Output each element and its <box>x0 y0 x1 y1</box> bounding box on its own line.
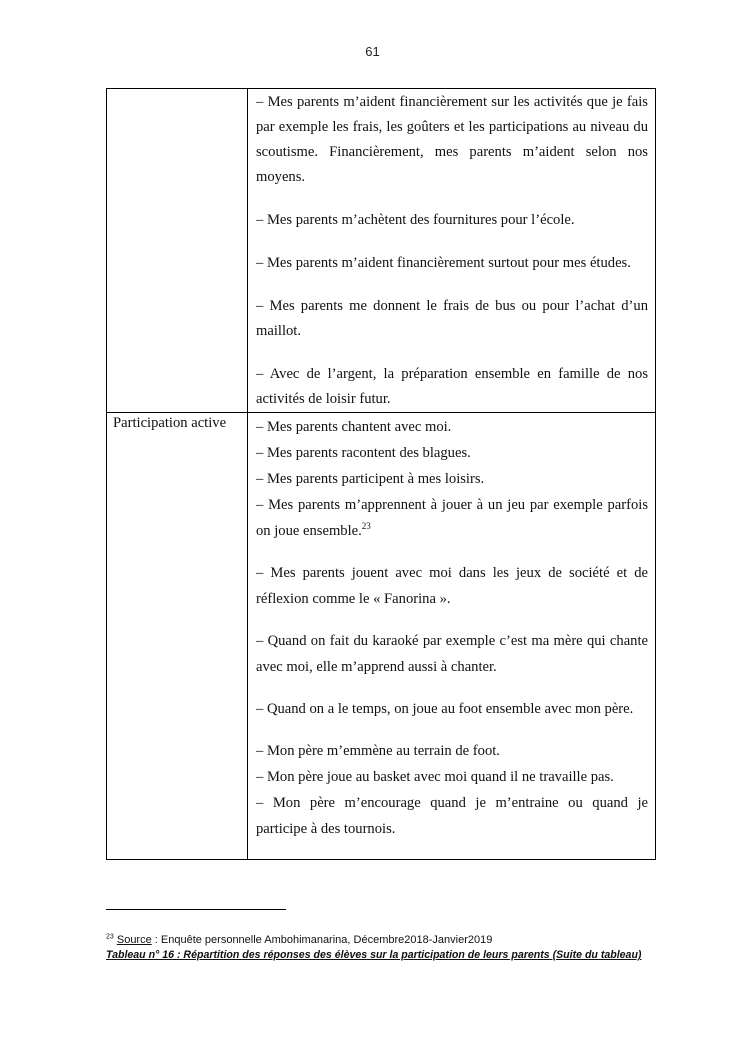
row-label: Participation active <box>113 415 227 431</box>
footnote <box>106 933 666 947</box>
response-item: – Quand on fait du karaoké par exemple c’est ma mère qui chante avec moi, elle m’apprend aussi à chanter. <box>256 633 648 675</box>
responses-table <box>106 88 656 860</box>
page-number: 61 <box>365 44 380 59</box>
row-label <box>107 89 247 90</box>
response-item: – Mon père joue au basket avec moi quand il ne travaille pas. <box>256 769 614 785</box>
response-item: – Mes parents m’aident financièrement surtout pour mes études. <box>256 255 631 271</box>
response-item: – Mes parents m’aident financièrement sur les activités que je fais par exemple les frais, les goûters et les participations au niveau du scoutisme. Financièrement, mes parents m’aident selon nos moyens. <box>256 94 648 185</box>
response-item: – Mes parents me donnent le frais de bus ou pour l’achat d’un maillot. <box>256 298 648 339</box>
footnote-separator <box>106 909 286 910</box>
response-item-text: – Mes parents m’apprennent à jouer à un jeu par exemple parfois on joue ensemble. <box>256 497 648 539</box>
response-item: – Avec de l’argent, la préparation ensemble en famille de nos activités de loisir futur. <box>256 366 648 407</box>
table-row-financial <box>107 89 656 413</box>
footnote-source-label: Source <box>116 934 152 946</box>
response-item: – Mes parents m’achètent des fournitures pour l’école. <box>256 212 575 228</box>
response-item: – Mes parents participent à mes loisirs. <box>256 471 485 487</box>
row-label-cell <box>107 413 248 860</box>
footnote-reference[interactable]: 23 <box>361 521 371 532</box>
table-caption: Tableau n° 16 : Répartition des réponses des élèves sur la participation de leurs parents (Suite du tableau) <box>106 949 642 961</box>
response-item: – Quand on a le temps, on joue au foot ensemble avec mon père. <box>256 701 634 717</box>
response-item: – Mon père m’emmène au terrain de foot. <box>256 743 500 759</box>
row-label-cell <box>107 89 248 413</box>
response-item: – Mon père m’encourage quand je m’entraine ou quand je participe à des tournois. <box>256 795 648 837</box>
response-item: – Mes parents racontent des blagues. <box>256 445 471 461</box>
response-item-with-footnote <box>256 492 648 544</box>
footnote-number: 23 <box>106 933 114 941</box>
response-item: – Mes parents jouent avec moi dans les jeux de société et de réflexion comme le « Fanorina ». <box>256 565 648 607</box>
responses-cell <box>248 413 656 860</box>
footnote-text: : Enquête personnelle Ambohimanarina, Décembre2018-Janvier2019 <box>151 934 493 946</box>
table-row-participation-active <box>107 413 656 860</box>
response-item: – Mes parents chantent avec moi. <box>256 419 452 435</box>
responses-cell <box>248 89 656 413</box>
